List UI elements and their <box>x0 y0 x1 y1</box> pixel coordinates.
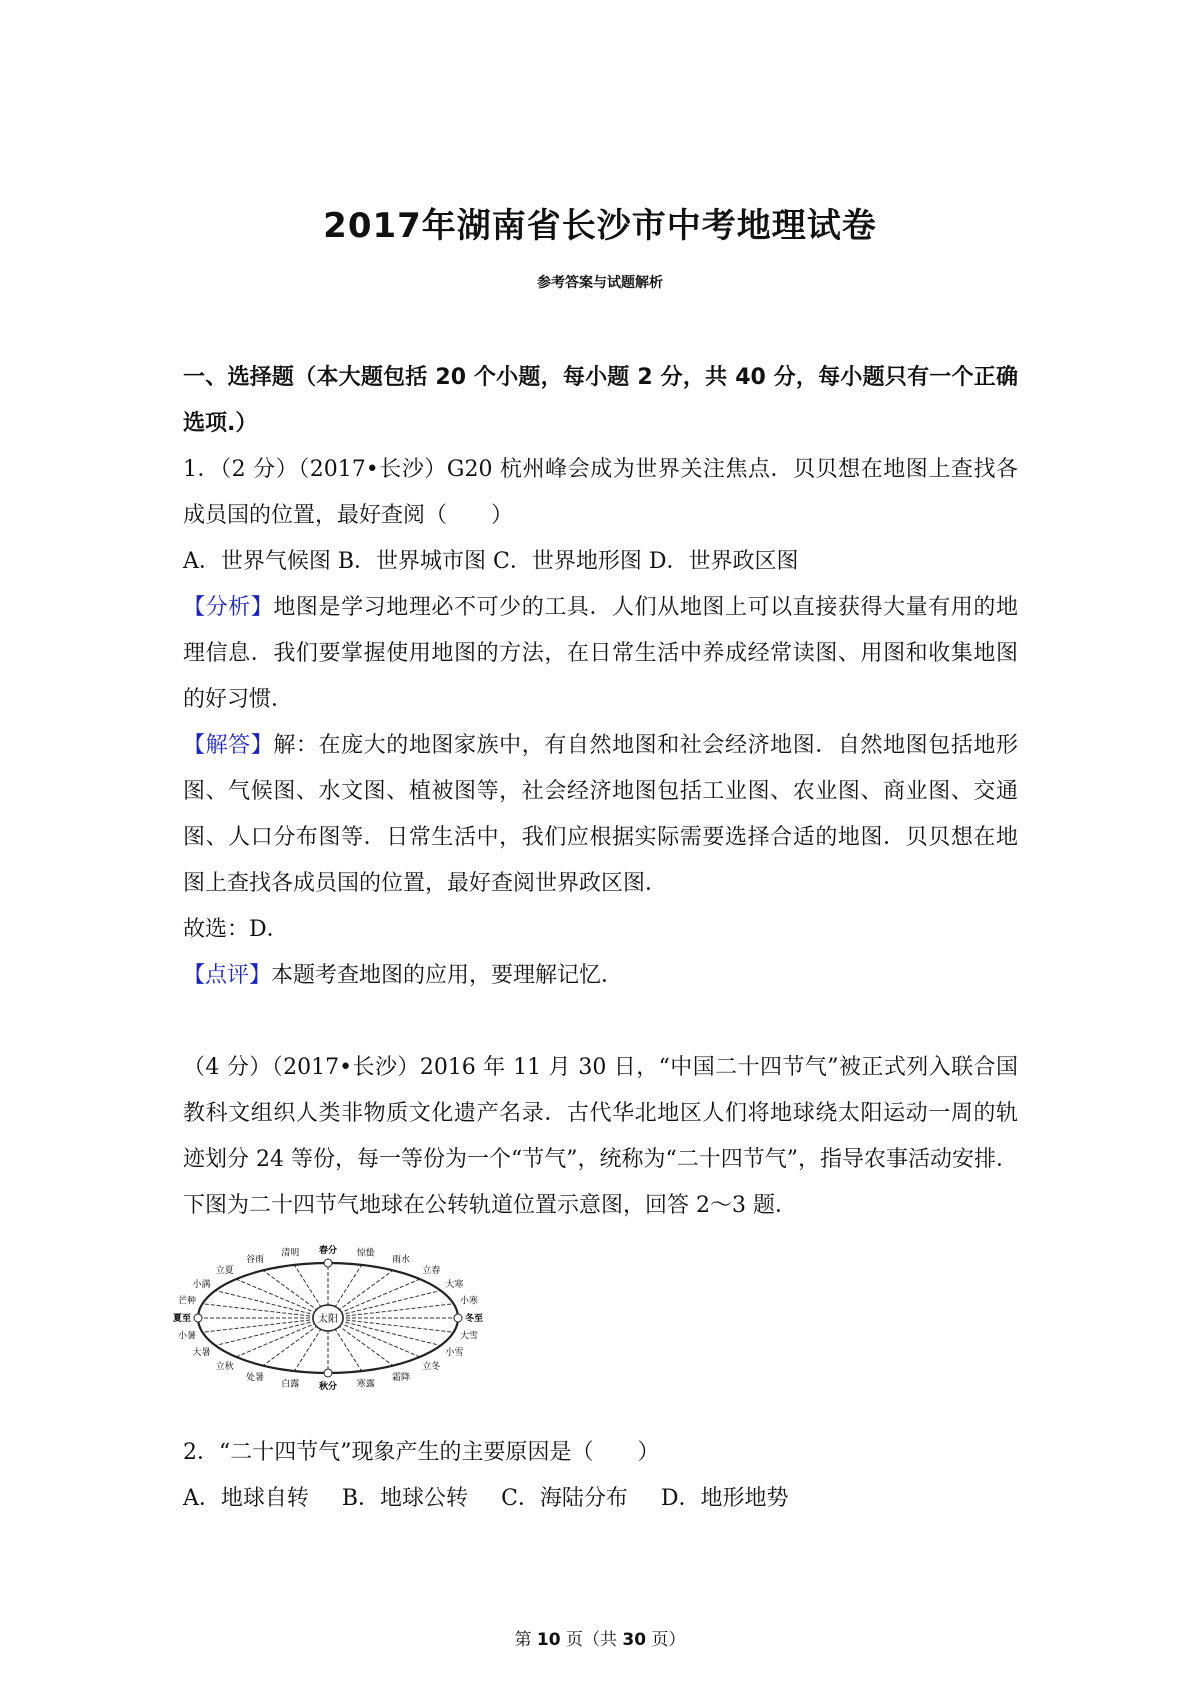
answer-text: 解：在庞大的地图家族中，有自然地图和社会经济地图．自然地图包括地形图、气候图、水文图、植被图等，社会经济地图包括工业图、农业图、商业图、交通图、人口分布图等．日常生活中，我们应根据实际需要选择合适的地图．贝贝想在地图上查找各成员国的位置，最好查阅世界政区图． <box>183 733 1018 896</box>
q2-stem: 2．“二十四节气”现象产生的主要原因是（ ） <box>183 1440 660 1465</box>
q2-option-c: C．海陆分布 <box>501 1486 628 1511</box>
solar-term-label: 春分 <box>318 1246 338 1256</box>
solar-term-label: 大暑 <box>192 1348 211 1358</box>
q23-intro: （4 分）（2017•长沙）2016 年 11 月 30 日，“中国二十四节气”被正式列入联合国教科文组织人类非物质文化遗产名录．古代华北地区人们将地球绕太阳运动一周的轨迹划分 24 等份，每一等份为一个“节气”，统称为“二十四节气”，指导农事活动安排．下图为二十四节气地球在公转轨道位置示意图，回答 2～3 题． <box>183 1055 1018 1218</box>
orbit-spoke <box>202 1304 328 1318</box>
comment-text: 本题考查地图的应用，要理解记忆． <box>271 963 624 988</box>
content <box>172 355 1018 1522</box>
answer-tag: 【解答】 <box>183 733 274 758</box>
solar-term-label: 小寒 <box>460 1296 479 1307</box>
solar-term-label: 秋分 <box>318 1382 338 1392</box>
solar-term-label: 霜降 <box>391 1372 411 1383</box>
q1-options: A．世界气候图 B．世界城市图 C．世界地形图 D．世界政区图 <box>183 549 799 574</box>
footer-prefix: 第 <box>514 1630 532 1650</box>
page-subtitle: 参考答案与试题解析 <box>537 275 663 291</box>
analysis-tag: 【分析】 <box>183 595 274 620</box>
orbit-spoke <box>328 1318 454 1332</box>
earth-marker <box>454 1314 462 1322</box>
solar-term-label: 小雪 <box>445 1348 464 1358</box>
solar-term-label: 大寒 <box>445 1280 464 1290</box>
comment-tag: 【点评】 <box>183 963 272 988</box>
solar-term-label: 大雪 <box>460 1331 479 1342</box>
orbit-spoke <box>328 1304 454 1318</box>
footer-suffix: 页） <box>651 1630 686 1650</box>
solar-term-label: 雨水 <box>391 1255 411 1266</box>
earth-marker <box>324 1259 332 1267</box>
q1-answer <box>183 723 1018 907</box>
solar-term-label: 小暑 <box>177 1331 196 1342</box>
footer-total-pages: 30 <box>622 1630 647 1650</box>
solar-term-label: 寒露 <box>356 1379 375 1390</box>
q2-option-a: A．地球自转 <box>183 1486 309 1511</box>
solar-term-label: 白露 <box>281 1379 300 1390</box>
solar-terms-orbit-figure <box>172 1233 503 1403</box>
solar-term-label: 夏至 <box>172 1314 192 1324</box>
q2-option-b: B．地球公转 <box>341 1486 469 1511</box>
solar-term-label: 冬至 <box>464 1314 484 1324</box>
solar-term-label: 处暑 <box>245 1372 265 1383</box>
q1-stem: 1．（2 分）（2017•长沙）G20 杭州峰会成为世界关注焦点．贝贝想在地图上查找各成员国的位置，最好查阅（ ） <box>183 457 1018 528</box>
sun-label: 太阳 <box>318 1314 338 1325</box>
orbit-spoke <box>202 1318 328 1332</box>
q1-choice: 故选：D． <box>183 917 289 942</box>
solar-term-label: 立春 <box>422 1265 441 1276</box>
analysis-text: 地图是学习地理必不可少的工具．人们从地图上可以直接获得大量有用的地理信息．我们要掌握使用地图的方法，在日常生活中养成经常读图、用图和收集地图的好习惯． <box>183 595 1018 712</box>
solar-term-label: 芒种 <box>177 1296 196 1307</box>
solar-term-label: 小满 <box>192 1280 211 1290</box>
solar-term-label: 立秋 <box>215 1362 234 1373</box>
solar-term-label: 立冬 <box>422 1362 441 1373</box>
solar-term-label: 惊蛰 <box>356 1248 375 1259</box>
solar-term-label: 清明 <box>281 1248 300 1259</box>
earth-marker <box>324 1369 332 1377</box>
section-heading: 一、选择题（本大题包括 20 个小题，每小题 2 分，共 40 分，每小题只有一个正确选项.） <box>183 365 1018 436</box>
solar-term-label: 立夏 <box>215 1265 234 1276</box>
footer-page-number: 10 <box>536 1630 561 1650</box>
page-title: 2017年湖南省长沙市中考地理试卷 <box>323 206 877 246</box>
q1-comment <box>183 953 1018 999</box>
spacer <box>183 999 1018 1045</box>
footer-middle: 页（共 <box>566 1630 617 1650</box>
q2-option-d: D．地形地势 <box>660 1486 789 1511</box>
solar-term-label: 谷雨 <box>245 1255 265 1266</box>
earth-marker <box>194 1314 202 1322</box>
q2-options <box>183 1476 1018 1522</box>
page-footer <box>0 1625 1200 1650</box>
q1-analysis <box>183 585 1018 723</box>
